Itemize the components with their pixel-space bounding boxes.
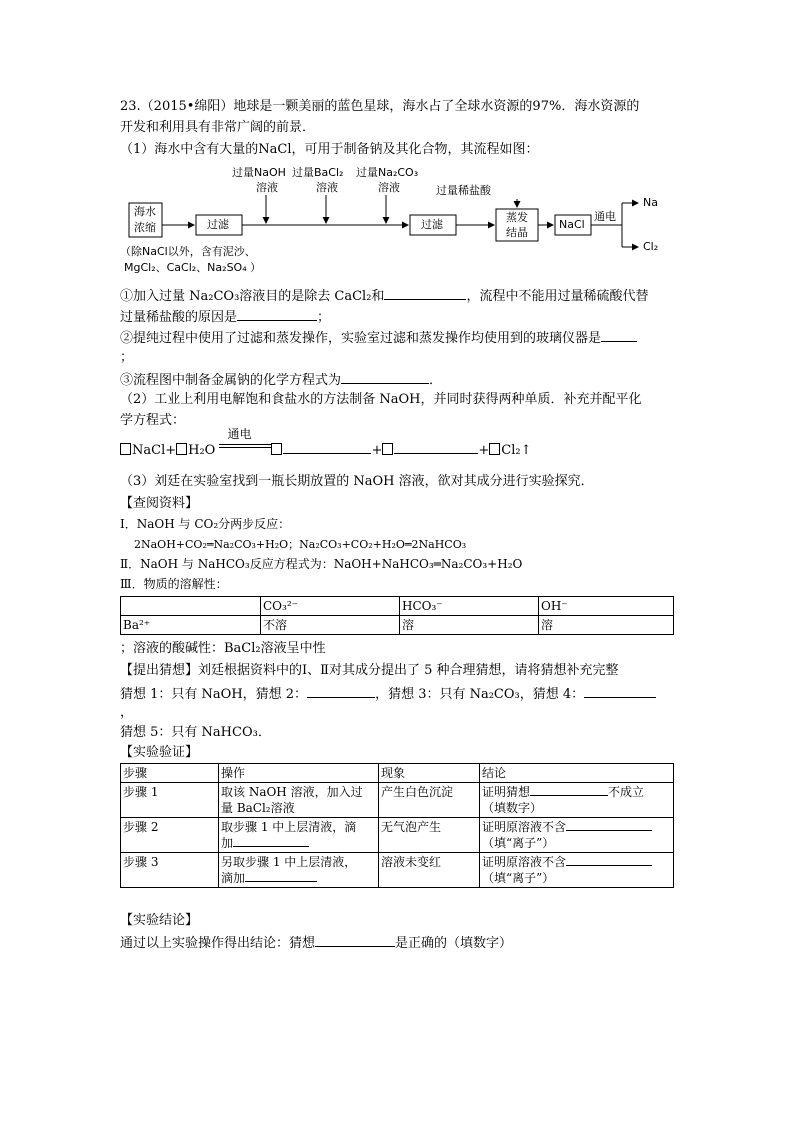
electrolysis-condition: 通电: [219, 440, 271, 454]
impurity-note-2: MgCl₂、CaCl₂、Na₂SO₄ ）: [124, 261, 262, 274]
q1b-semicolon: ；: [120, 350, 134, 365]
step-3-observation: 溶液未变红: [379, 853, 480, 888]
q1a-2: 过量稀盐酸的原因是 ；: [120, 310, 331, 325]
header-observation: 现象: [379, 764, 480, 783]
reagent-na2co3-sol: 溶液: [378, 181, 400, 194]
step-2-conclusion: 证明原溶液不含 （填“离子”）: [480, 818, 674, 853]
header-conclusion: 结论: [480, 764, 674, 783]
header-hco3: HCO₃⁻: [400, 597, 539, 616]
coef-box-3[interactable]: [271, 443, 282, 455]
after-table-note: ；溶液的酸碱性：BaCl₂溶液呈中性: [120, 641, 326, 656]
coef-box-4[interactable]: [382, 443, 393, 455]
hypothesis-intro: 【提出猜想】刘廷根据资料中的Ⅰ、Ⅱ对其成分提出了 5 种合理猜想，请将猜想补充完整: [120, 663, 619, 678]
table-row: [121, 853, 674, 888]
header-co3: CO₃²⁻: [261, 597, 400, 616]
q1c: ③流程图中制备金属钠的化学方程式为 ．: [120, 373, 443, 388]
product-cl2: Cl₂: [643, 240, 659, 253]
box-filter-2: 过滤: [421, 218, 443, 231]
box-seawater-1: 海水: [134, 205, 156, 218]
product-na: Na: [643, 196, 658, 209]
question-lead-2: 开发和利用具有非常广阔的前景．: [120, 120, 316, 135]
blank-step2-reagent[interactable]: [233, 835, 309, 847]
info-1: Ⅰ．NaOH 与 CO₂分两步反应：: [120, 517, 291, 531]
process-flowchart: [120, 165, 680, 280]
blank-1a[interactable]: [384, 288, 466, 300]
info-2: Ⅱ．NaOH 与 NaHCO₃反应方程式为：NaOH+NaHCO₃═Na₂CO₃+H₂O: [120, 557, 523, 571]
part2-line1: （2）工业上利用电解饱和食盐水的方法制备 NaOH，并同时获得两种单质．补充并配平化: [120, 392, 642, 407]
blank-guess-4[interactable]: [584, 686, 656, 698]
box-evaporate-1: 蒸发: [506, 211, 528, 224]
q1b: ②提纯过程中使用了过滤和蒸发操作，实验室过滤和蒸发操作均使用到的玻璃仪器是: [120, 330, 637, 345]
table-row: [121, 597, 674, 616]
table-row: [121, 818, 674, 853]
coef-box-1[interactable]: [120, 443, 131, 455]
step-3-operation: 另取步骤 1 中上层清液， 滴加: [219, 853, 379, 888]
cell-ba-co3: 不溶: [261, 616, 400, 635]
blank-step2-ion[interactable]: [566, 819, 652, 831]
blank-guess-2[interactable]: [307, 686, 375, 698]
step-1: 步骤 1: [121, 783, 219, 818]
hypothesis-comma: ，: [120, 705, 134, 720]
step-1-conclusion: 证明猜想 不成立 （填数字）: [480, 783, 674, 818]
blank-step3-ion[interactable]: [566, 854, 652, 866]
step-1-observation: 产生白色沉淀: [379, 783, 480, 818]
step-2-observation: 无气泡产生: [379, 818, 480, 853]
step-2-operation: 取步骤 1 中上层清液，滴 加: [219, 818, 379, 853]
cell-ba-hco3: 溶: [400, 616, 539, 635]
blank-product-1[interactable]: [283, 442, 371, 454]
table-row: [121, 764, 674, 783]
part3-intro: （3）刘廷在实验室找到一瓶长期放置的 NaOH 溶液，欲对其成分进行实验探究．: [120, 474, 594, 489]
table-row: [121, 783, 674, 818]
reagent-naoh: 过量NaOH: [232, 166, 286, 179]
blank-step1[interactable]: [530, 784, 608, 796]
blank-1b[interactable]: [601, 330, 637, 342]
electrolysis-label: 通电: [594, 210, 616, 223]
reagent-naoh-sol: 溶液: [256, 181, 278, 194]
hypothesis-list: 猜想 1：只有 NaOH，猜想 2： ，猜想 3：只有 Na₂CO₃，猜想 4：: [120, 686, 656, 701]
blank-conclusion[interactable]: [315, 935, 395, 947]
header-step: 步骤: [121, 764, 219, 783]
box-seawater-2: 浓缩: [134, 221, 156, 234]
equation-line: NaCl+ H₂O 通电 + + Cl₂↑: [120, 440, 532, 457]
blank-product-2[interactable]: [394, 442, 478, 454]
blank-step3-reagent[interactable]: [245, 870, 317, 882]
q1a: ①加入过量 Na₂CO₃溶液目的是除去 CaCl₂和 ，流程中不能用过量稀硫酸代替: [120, 289, 649, 304]
blank-1c[interactable]: [341, 372, 429, 384]
box-nacl: NaCl: [559, 218, 585, 231]
impurity-note-1: （除NaCl以外，含有泥沙、: [120, 245, 256, 258]
blank-1a-2[interactable]: [237, 309, 317, 321]
step-3: 步骤 3: [121, 853, 219, 888]
reagent-na2co3: 过量Na₂CO₃: [356, 166, 419, 179]
hypothesis-5: 猜想 5：只有 NaHCO₃．: [120, 725, 271, 740]
reagent-bacl2: 过量BaCl₂: [292, 166, 344, 179]
conclusion-heading: 【实验结论】: [120, 913, 199, 928]
question-lead: 23.（2015•绵阳）地球是一颗美丽的蓝色星球，海水占了全球水资源的97%．海水资源的: [120, 99, 640, 114]
reagent-bacl2-sol: 溶液: [316, 181, 338, 194]
info-3: Ⅲ．物质的溶解性：: [120, 577, 228, 591]
verify-heading: 【实验验证】: [120, 745, 199, 760]
box-filter-1: 过滤: [207, 218, 229, 231]
header-empty: [121, 597, 261, 616]
coef-box-5[interactable]: [489, 443, 500, 455]
part1-intro: （1）海水中含有大量的NaCl，可用于制备钠及其化合物，其流程如图：: [120, 142, 539, 157]
part2-line2: 学方程式：: [120, 413, 186, 428]
conclusion-line: 通过以上实验操作得出结论：猜想 是正确的（填数字）: [120, 936, 513, 951]
info-1-equation: 2NaOH+CO₂═Na₂CO₃+H₂O；Na₂CO₃+CO₂+H₂O═2NaHCO₃: [134, 538, 467, 551]
reagent-hcl: 过量稀盐酸: [436, 184, 491, 197]
verification-table: [120, 763, 674, 888]
header-oh: OH⁻: [539, 597, 674, 616]
step-2: 步骤 2: [121, 818, 219, 853]
cell-ba-oh: 溶: [539, 616, 674, 635]
info-heading: 【查阅资料】: [120, 496, 199, 511]
step-3-conclusion: 证明原溶液不含 （填“离子”）: [480, 853, 674, 888]
row-ba: Ba²⁺: [121, 616, 261, 635]
coef-box-2[interactable]: [176, 443, 187, 455]
box-evaporate-2: 结晶: [506, 226, 528, 239]
step-1-operation: 取该 NaOH 溶液，加入过 量 BaCl₂溶液: [219, 783, 379, 818]
header-operation: 操作: [219, 764, 379, 783]
table-row: [121, 616, 674, 635]
solubility-table: [120, 596, 674, 635]
